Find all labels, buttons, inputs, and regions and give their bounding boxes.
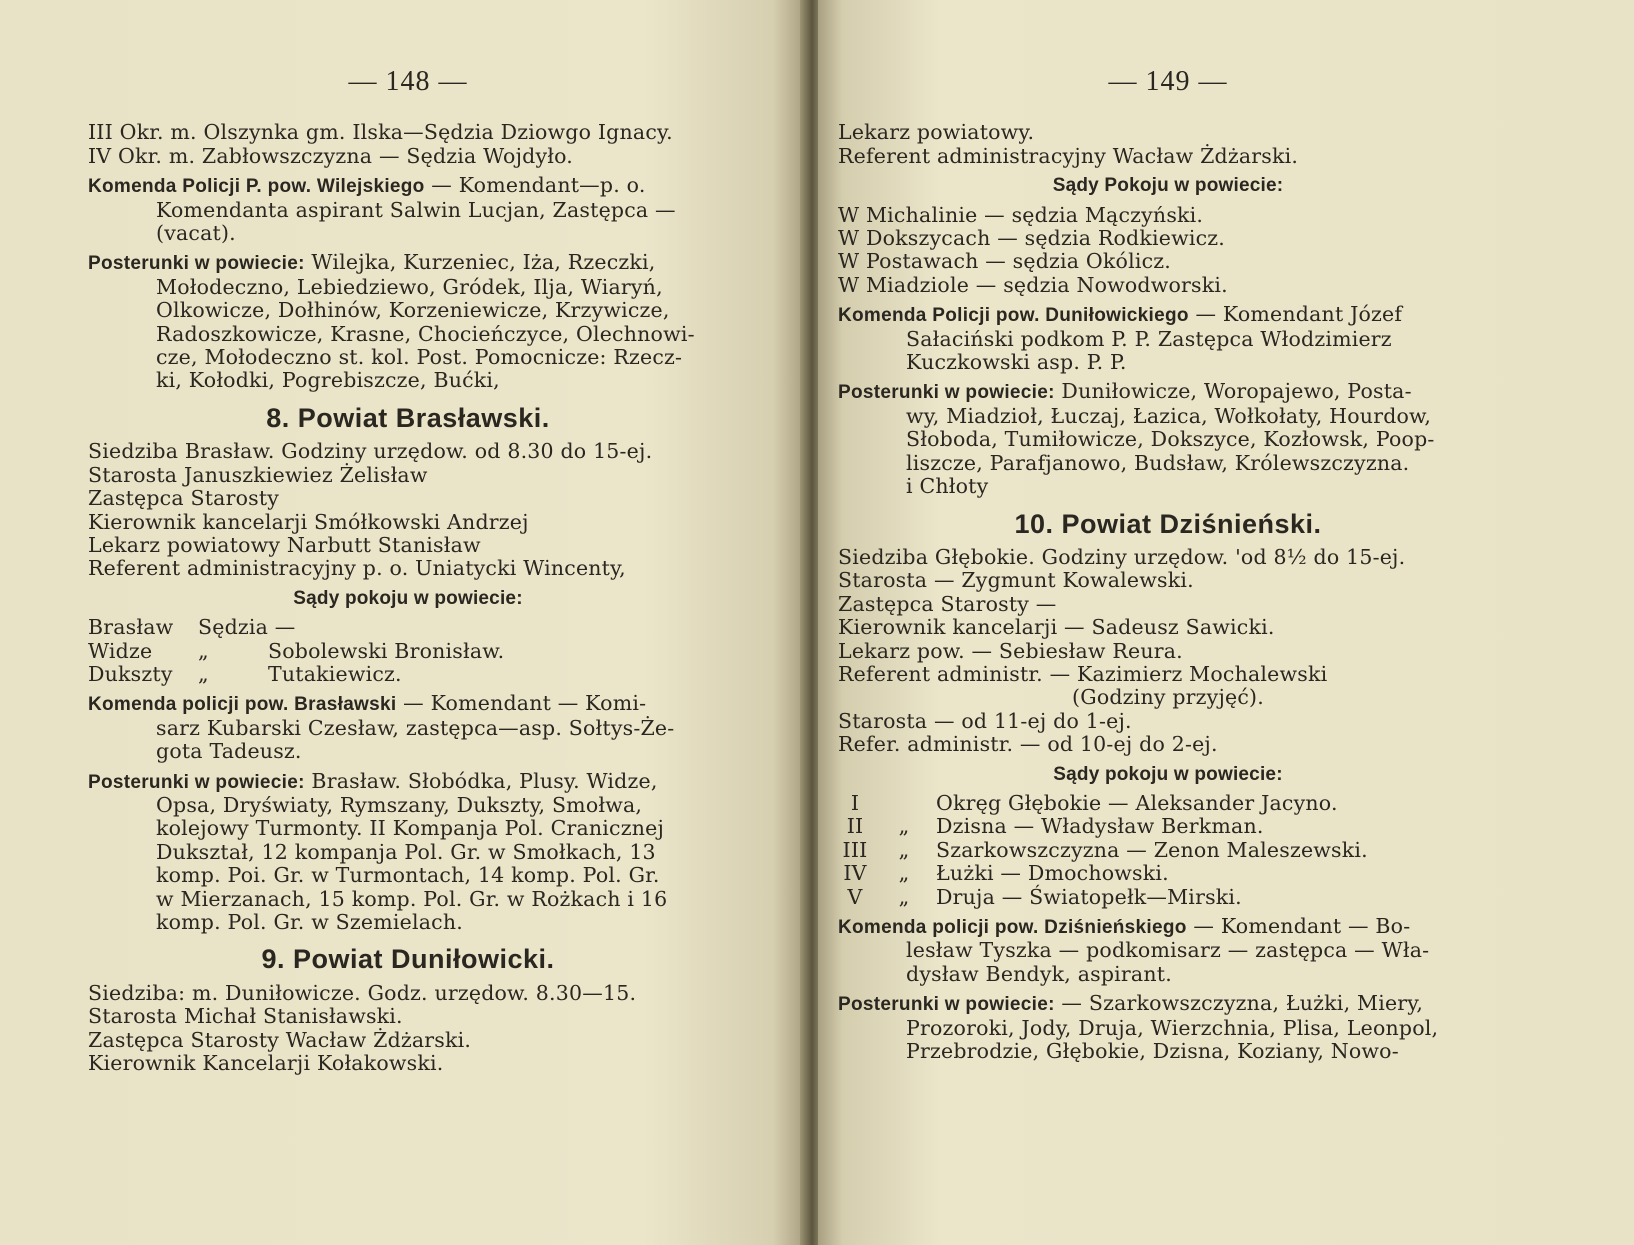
- text-line: Referent administracyjny p. o. Uniatycki Wincenty,: [88, 556, 626, 581]
- komenda-entry-continuation: Komendanta aspirant Salwin Lucjan, Zastępca —: [156, 197, 676, 222]
- text-line: Lekarz powiatowy.: [838, 120, 1035, 145]
- text-line: Siedziba: m. Duniłowicze. Godz. urzędow. 8.30—15.: [88, 980, 637, 1005]
- court-place: Dukszty: [88, 661, 173, 686]
- court-name: Sobolewski Bronisław.: [268, 638, 505, 663]
- posterunki-entry-continuation: Mołodeczno, Lebiedziewo, Gródek, Ilja, Wiaryń,: [156, 274, 663, 299]
- komenda-entry-label: Komenda policji pow. Brasławski: [88, 694, 397, 716]
- posterunki-entry-text: Duniłowicze, Woropajewo, Posta-: [1054, 379, 1412, 404]
- komenda-entry-continuation: Kuczkowski asp. P. P.: [906, 350, 1127, 375]
- page-148-content: [88, 66, 728, 1076]
- text-line: Refer. administr. — od 10-ej do 2-ej.: [838, 732, 1218, 757]
- court-mark: „: [898, 814, 910, 839]
- page-148: [0, 0, 805, 1245]
- komenda-entry-continuation: (vacat).: [156, 221, 236, 246]
- court-place: Widze: [88, 638, 153, 663]
- court-row: [838, 792, 1498, 815]
- court-place: Brasław: [88, 615, 174, 640]
- posterunki-entry-continuation: i Chłoty: [906, 474, 989, 499]
- komenda-entry: [88, 174, 728, 198]
- court-mark: „: [898, 861, 910, 886]
- text-line: Kierownik Kancelarji Kołakowski.: [88, 1051, 444, 1076]
- court-row: [838, 862, 1498, 885]
- court-text: Druja — Światopełk—Mirski.: [936, 884, 1242, 909]
- court-mark: „: [898, 837, 910, 862]
- text-line: Zastępca Starosty Wacław Żdżarski.: [88, 1027, 472, 1052]
- posterunki-entry-continuation: Prozoroki, Jody, Druja, Wierzchnia, Plisa, Leonpol,: [906, 1015, 1439, 1040]
- court-row: [88, 663, 728, 686]
- court-number: I: [850, 790, 860, 815]
- text-line: III Okr. m. Olszynka gm. Ilska—Sędzia Dziowgo Ignacy.: [88, 120, 673, 145]
- posterunki-entry-continuation: Opsa, Dryświaty, Rymszany, Dukszty, Smołwa,: [156, 792, 643, 817]
- page-number: — 148 —: [348, 66, 468, 97]
- komenda-entry-continuation: Sałaciński podkom P. P. Zastępca Włodzimierz: [906, 326, 1392, 351]
- text-line: Starosta — Zygmunt Kowalewski.: [838, 568, 1194, 593]
- court-row: [88, 640, 728, 663]
- court-row: [838, 815, 1498, 838]
- posterunki-entry-continuation: Olkowicze, Dołhinów, Korzeniewicze, Krzywicze,: [156, 298, 670, 323]
- posterunki-entry-continuation: Przebrodzie, Głębokie, Dzisna, Koziany, Nowo-: [906, 1039, 1399, 1064]
- text-line: Kierownik kancelarji — Sadeusz Sawicki.: [838, 615, 1275, 640]
- posterunki-entry-text: — Szarkowszczyzna, Łużki, Miery,: [1054, 991, 1424, 1016]
- posterunki-entry: [88, 251, 728, 275]
- posterunki-entry-continuation: Słoboda, Tumiłowicze, Dokszyce, Kozłowsk, Poop-: [906, 427, 1435, 452]
- hours-heading: (Godziny przyjęć).: [1072, 685, 1264, 710]
- posterunki-entry-continuation: wy, Miadzioł, Łuczaj, Łazica, Wołkołaty, Hourdow,: [906, 403, 1432, 428]
- posterunki-entry-text: Wilejka, Kurzeniec, Iża, Rzeczki,: [304, 250, 656, 275]
- komenda-entry: [838, 303, 1498, 327]
- court-text: Okręg Głębokie — Aleksander Jacyno.: [936, 790, 1338, 815]
- court-name: Tutakiewicz.: [268, 661, 402, 686]
- posterunki-entry-continuation: komp. Poi. Gr. w Turmontach, 14 komp. Pol. Gr.: [156, 863, 660, 888]
- komenda-entry-text: — Komendant — Bo-: [1186, 914, 1411, 938]
- komenda-entry-label: Komenda Policji P. pow. Wilejskiego: [88, 176, 425, 198]
- posterunki-entry-continuation: liszcze, Parafjanowo, Budsław, Królewszczyzna.: [906, 450, 1410, 475]
- komenda-entry-continuation: lesław Tyszka — podkomisarz — zastępca — Wła-: [906, 938, 1430, 963]
- text-line: Zastępca Starosty —: [838, 591, 1057, 616]
- komenda-entry: [88, 692, 728, 716]
- komenda-entry-continuation: dysław Bendyk, aspirant.: [906, 961, 1172, 986]
- text-line: IV Okr. m. Zabłowszczyzna — Sędzia Wojdyło.: [88, 143, 573, 168]
- posterunki-entry: [88, 770, 728, 794]
- text-line: Starosta Michał Stanisławski.: [88, 1004, 403, 1029]
- posterunki-entry-text: Brasław. Słobódka, Plusy. Widze,: [304, 768, 658, 793]
- court-number: V: [847, 884, 863, 909]
- posterunki-entry: [838, 992, 1498, 1016]
- court-row: [838, 839, 1498, 862]
- text-line: Zastępca Starosty: [88, 486, 280, 511]
- subsection-heading: Sądy Pokoju w powiecie:: [1052, 175, 1284, 197]
- text-line: Referent administr. — Kazimierz Mochalewski: [838, 661, 1328, 686]
- posterunki-entry-continuation: Dukształ, 12 kompanja Pol. Gr. w Smołkach, 13: [156, 839, 656, 864]
- section-heading: 10. Powiat Dziśnieński.: [1014, 508, 1322, 539]
- text-line: Kierownik kancelarji Smółkowski Andrzej: [88, 509, 529, 534]
- page-149-content: [838, 66, 1498, 1064]
- text-line: W Postawach — sędzia Okólicz.: [838, 249, 1172, 274]
- subsection-heading: Sądy pokoju w powiecie:: [1053, 763, 1283, 785]
- komenda-entry-continuation: gota Tadeusz.: [156, 739, 302, 764]
- page-149: [818, 0, 1634, 1245]
- court-mark: [872, 792, 936, 815]
- court-text: Dzisna — Władysław Berkman.: [936, 814, 1264, 839]
- text-line: Starosta — od 11-ej do 1-ej.: [838, 708, 1132, 733]
- posterunki-entry-continuation: ki, Kołodki, Pogrebiszcze, Bućki,: [156, 368, 500, 393]
- text-line: Lekarz pow. — Sebiesław Reura.: [838, 638, 1183, 663]
- section-heading: 9. Powiat Duniłowicki.: [261, 944, 555, 975]
- page-number: — 149 —: [1108, 66, 1228, 97]
- posterunki-entry-continuation: w Mierzanach, 15 komp. Pol. Gr. w Rożkach i 16: [156, 886, 668, 911]
- posterunki-entry-continuation: Radoszkowicze, Krasne, Chocieńczyce, Olechnowi-: [156, 321, 695, 346]
- court-number: II: [846, 814, 864, 839]
- komenda-entry-label: Komenda policji pow. Dziśnieńskiego: [838, 917, 1187, 938]
- komenda-entry: [838, 915, 1498, 939]
- posterunki-entry-label: Posterunki w powiecie:: [838, 382, 1055, 404]
- court-number: III: [842, 837, 868, 862]
- section-heading: 8. Powiat Brasławski.: [266, 402, 550, 433]
- text-line: Starosta Januszkiewiez Żelisław: [88, 462, 428, 487]
- court-mark: „: [898, 884, 910, 909]
- komenda-entry-text: — Komendant — Komi-: [396, 691, 647, 716]
- court-number: IV: [843, 861, 867, 886]
- posterunki-entry-continuation: komp. Pol. Gr. w Szemielach.: [156, 910, 463, 934]
- komenda-entry-continuation: sarz Kubarski Czesław, zastępca—asp. Sołtys-Że-: [156, 715, 675, 740]
- court-text: Szarkowszczyzna — Zenon Maleszewski.: [936, 837, 1368, 862]
- text-line: Siedziba Głębokie. Godziny urzędow. 'od 8½ do 15-ej.: [838, 544, 1406, 569]
- text-line: Referent administracyjny Wacław Żdżarski.: [838, 143, 1299, 168]
- komenda-entry-label: Komenda Policji pow. Duniłowickiego: [838, 305, 1189, 327]
- posterunki-entry: [838, 380, 1498, 404]
- posterunki-entry-label: Posterunki w powiecie:: [838, 994, 1055, 1016]
- court-text: Łużki — Dmochowski.: [936, 861, 1169, 886]
- text-line: Siedziba Brasław. Godziny urzędow. od 8.30 do 15-ej.: [88, 439, 653, 464]
- komenda-entry-text: — Komendant—p. o.: [424, 173, 646, 198]
- komenda-entry-text: — Komendant Józef: [1188, 302, 1403, 327]
- subsection-heading: Sądy pokoju w powiecie:: [293, 587, 523, 609]
- court-row: [88, 616, 728, 639]
- posterunki-entry-label: Posterunki w powiecie:: [88, 253, 305, 275]
- court-mark: „: [198, 638, 209, 663]
- text-line: W Miadziole — sędzia Nowodworski.: [838, 272, 1228, 297]
- court-mark: Sędzia —: [198, 615, 296, 640]
- posterunki-entry-continuation: kolejowy Turmonty. II Kompanja Pol. Cranicznej: [156, 816, 665, 841]
- text-line: W Michalinie — sędzia Mączyński.: [838, 202, 1204, 227]
- court-row: [838, 886, 1498, 909]
- text-line: Lekarz powiatowy Narbutt Stanisław: [88, 532, 481, 557]
- posterunki-entry-continuation: cze, Mołodeczno st. kol. Post. Pomocnicze: Rzecz-: [156, 345, 683, 370]
- text-line: W Dokszycach — sędzia Rodkiewicz.: [838, 226, 1225, 251]
- court-mark: „: [198, 661, 209, 686]
- posterunki-entry-label: Posterunki w powiecie:: [88, 771, 305, 793]
